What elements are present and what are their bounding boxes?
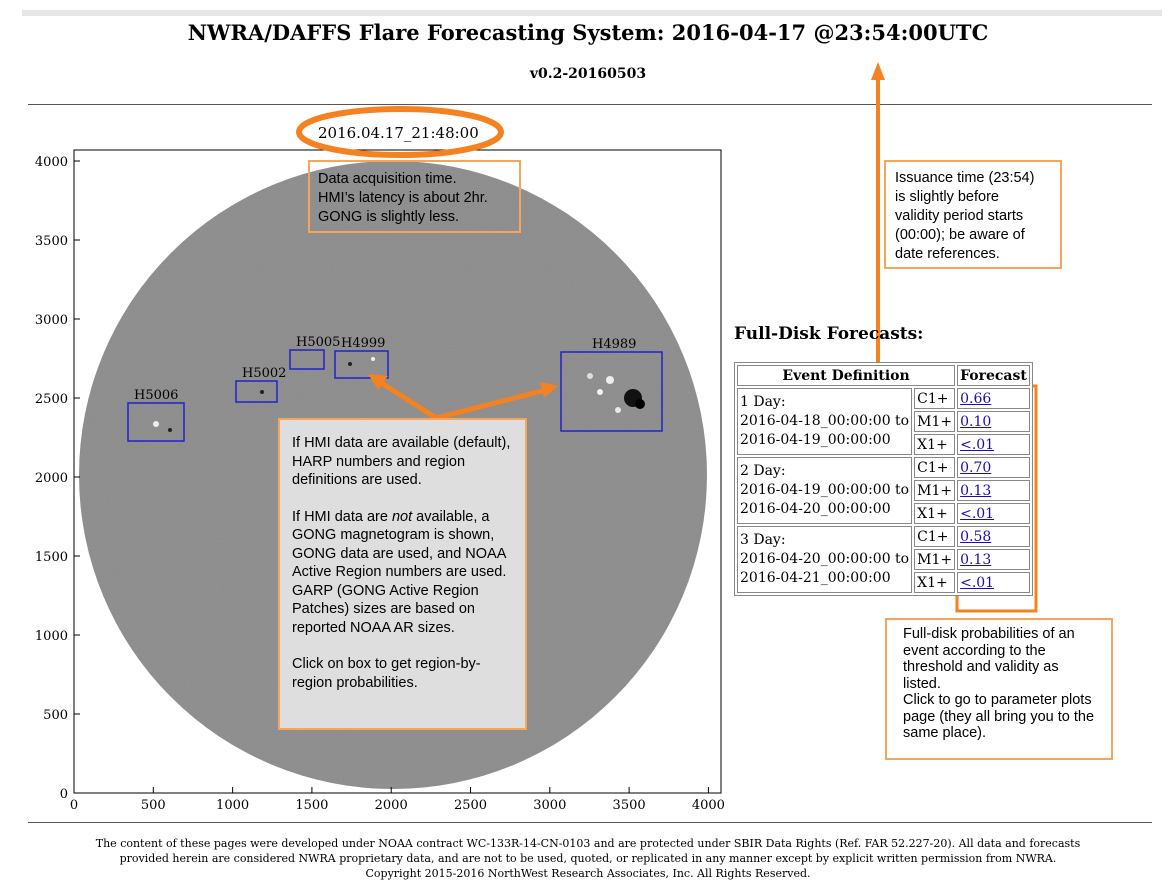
version-label: v0.2-20160503 bbox=[529, 66, 647, 82]
page-title: NWRA/DAFFS Flare Forecasting System: 2016-04-17 @23:54:00UTC bbox=[187, 20, 989, 45]
y-tick-label: 500 bbox=[43, 708, 68, 723]
y-tick-label: 0 bbox=[59, 787, 68, 802]
fulldisk-callout-text: Full-disk probabilities of an event according to the threshold and validity as listed. Click to go to parameter plots page (they all bring you to the same place). bbox=[903, 626, 1095, 741]
forecast-header-row bbox=[737, 365, 1030, 386]
y-tick-label: 2500 bbox=[34, 392, 68, 407]
y-tick-label: 2000 bbox=[34, 471, 68, 486]
acquisition-callout bbox=[308, 160, 521, 233]
probability-link[interactable]: 0.13 bbox=[960, 482, 992, 499]
probability-cell bbox=[957, 526, 1030, 547]
event-definition-header: Event Definition bbox=[737, 365, 955, 386]
probability-cell bbox=[957, 411, 1030, 432]
probability-link[interactable]: 0.10 bbox=[960, 413, 992, 430]
x-tick-label: 0 bbox=[69, 798, 79, 813]
probability-link[interactable]: 0.58 bbox=[960, 528, 992, 545]
probability-cell bbox=[957, 503, 1030, 524]
probability-link[interactable]: 0.70 bbox=[960, 459, 992, 476]
probability-link[interactable]: <.01 bbox=[960, 436, 995, 453]
harp-p2-end: available, a GONG magnetogram is shown, GONG data are used, and NOAA Active Region numbers are used. GARP (GONG Active Region Patches) sizes are based on reported NOAA AR sizes. bbox=[292, 508, 507, 636]
x-tick-label: 3500 bbox=[612, 798, 646, 813]
forecasts-title: Full-Disk Forecasts: bbox=[734, 324, 924, 344]
issuance-arrow-up-icon bbox=[871, 62, 885, 80]
probability-cell bbox=[957, 549, 1030, 570]
footer-line-1: The content of these pages were developed under NOAA contract WC-133R-14-CN-0103 and are protected under SBIR Data Rights (Ref. FAR 52.227-20). All data and forecasts bbox=[95, 837, 1081, 850]
issuance-callout-text: Issuance time (23:54) is slightly before validity period starts (00:00); be aware of date references. bbox=[895, 170, 1035, 262]
forecast-table bbox=[734, 362, 1033, 596]
y-tick-label: 3500 bbox=[34, 234, 68, 249]
threshold-cell: X1+ bbox=[914, 572, 955, 593]
forecast-header: Forecast bbox=[957, 365, 1030, 386]
harp-callout-p3: Click on box to get region-by-region probabilities. bbox=[292, 656, 481, 691]
probability-cell bbox=[957, 480, 1030, 501]
y-tick-label: 3000 bbox=[34, 313, 68, 328]
x-tick-label: 2500 bbox=[453, 798, 488, 813]
forecast-row bbox=[737, 457, 1030, 478]
y-axis-ticks bbox=[35, 155, 80, 802]
x-tick-label: 3000 bbox=[533, 798, 567, 813]
threshold-cell: X1+ bbox=[914, 434, 955, 455]
y-tick-label: 4000 bbox=[34, 155, 68, 170]
probability-link[interactable]: <.01 bbox=[960, 574, 995, 591]
validity-window-1: 1 Day: 2016-04-18_00:00:00 to 2016-04-19_00:00:00 bbox=[737, 388, 912, 455]
forecast-row bbox=[737, 526, 1030, 547]
validity-window-3: 3 Day: 2016-04-20_00:00:00 to 2016-04-21_00:00:00 bbox=[737, 526, 912, 593]
acquisition-callout-text: Data acquisition time. HMI’s latency is about 2hr. GONG is slightly less. bbox=[318, 171, 488, 225]
threshold-cell: C1+ bbox=[914, 457, 955, 478]
probability-link[interactable]: 0.66 bbox=[960, 390, 992, 407]
x-tick-label: 2000 bbox=[374, 798, 408, 813]
x-tick-label: 500 bbox=[140, 798, 166, 813]
y-tick-label: 1500 bbox=[34, 550, 68, 565]
footer-line-3: Copyright 2015-2016 NorthWest Research Associates, Inc. All Rights Reserved. bbox=[365, 867, 811, 880]
probability-cell bbox=[957, 388, 1030, 409]
probability-link[interactable]: 0.13 bbox=[960, 551, 992, 568]
region-label-h5006: H5006 bbox=[134, 388, 179, 403]
divider-bottom bbox=[28, 822, 1152, 823]
footer-line-2: provided herein are considered NWRA proprietary data, and are not to be used, quoted, or replicated in any manner except by explicit written permission from NWRA. bbox=[119, 852, 1057, 865]
harp-callout-p1: If HMI data are available (default), HARP numbers and region definitions are used. bbox=[292, 435, 511, 488]
probability-link[interactable]: <.01 bbox=[960, 505, 995, 522]
x-tick-label: 1500 bbox=[295, 798, 329, 813]
region-label-h4989: H4989 bbox=[592, 337, 637, 352]
x-tick-label: 4000 bbox=[691, 798, 725, 813]
threshold-cell: M1+ bbox=[914, 549, 955, 570]
threshold-cell: M1+ bbox=[914, 480, 955, 501]
probability-cell bbox=[957, 457, 1030, 478]
threshold-cell: X1+ bbox=[914, 503, 955, 524]
forecast-row bbox=[737, 388, 1030, 409]
harp-callout bbox=[278, 418, 527, 730]
issuance-callout bbox=[884, 160, 1062, 269]
harp-p2-emphasis: not bbox=[391, 508, 413, 525]
validity-window-2: 2 Day: 2016-04-19_00:00:00 to 2016-04-20_00:00:00 bbox=[737, 457, 912, 524]
region-label-h4999: H4999 bbox=[341, 336, 386, 351]
footer bbox=[30, 836, 1146, 881]
harp-p2-start: If HMI data are bbox=[292, 508, 392, 525]
y-tick-label: 1000 bbox=[34, 629, 68, 644]
threshold-cell: M1+ bbox=[914, 411, 955, 432]
probability-cell bbox=[957, 572, 1030, 593]
fulldisk-callout bbox=[885, 618, 1113, 760]
acquisition-time-label: 2016.04.17_21:48:00 bbox=[318, 124, 479, 142]
region-label-h5002: H5002 bbox=[242, 366, 287, 381]
threshold-cell: C1+ bbox=[914, 526, 955, 547]
region-label-h5005: H5005 bbox=[296, 335, 341, 350]
harp-callout-p2 bbox=[292, 508, 513, 638]
threshold-cell: C1+ bbox=[914, 388, 955, 409]
probability-cell bbox=[957, 434, 1030, 455]
x-tick-label: 1000 bbox=[216, 798, 250, 813]
